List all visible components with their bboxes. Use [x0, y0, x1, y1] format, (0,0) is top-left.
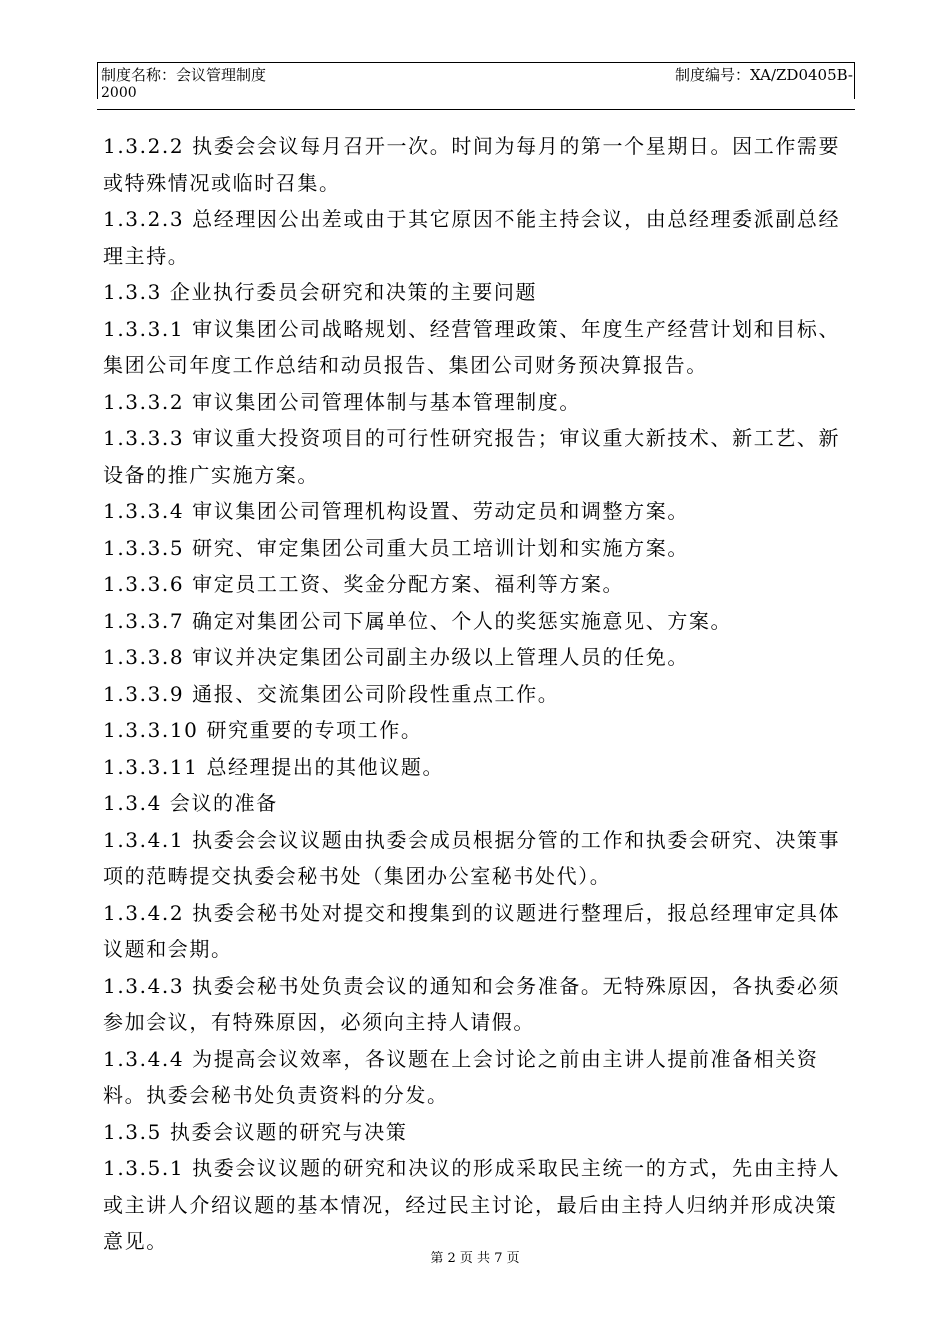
paragraph: 1.3.3.4 审议集团公司管理机构设置、劳动定员和调整方案。 [103, 499, 689, 523]
doc-number-wrap: 2000 [101, 85, 137, 101]
doc-name: 制度名称：会议管理制度 [101, 66, 267, 84]
paragraph: 1.3.3.8 审议并决定集团公司副主办级以上管理人员的任免。 [103, 645, 689, 669]
paragraph: 1.3.5.1 执委会议议题的研究和决议的形成采取民主统一的方式，先由主持人或主讲人介绍议题的基本情况，经过民主讨论，最后由主持人归纳并形成决策意见。 [103, 1156, 841, 1253]
header-rule [97, 109, 855, 110]
paragraph: 1.3.3.3 审议重大投资项目的可行性研究报告；审议重大新技术、新工艺、新设备的推广实施方案。 [103, 426, 841, 487]
paragraph: 1.3.3.6 审定员工工资、奖金分配方案、福利等方案。 [103, 572, 625, 596]
paragraph: 1.3.4.3 执委会秘书处负责会议的通知和会务准备。无特殊原因，各执委必须参加会议，有特殊原因，必须向主持人请假。 [103, 973, 841, 1034]
paragraph: 1.3.3.10 研究重要的专项工作。 [103, 718, 423, 742]
paragraph: 1.3.2.2 执委会会议每月召开一次。时间为每月的第一个星期日。因工作需要或特殊情况或临时召集。 [103, 134, 841, 195]
section-heading: 1.3.4 会议的准备 [103, 791, 278, 815]
paragraph: 1.3.3.11 总经理提出的其他议题。 [103, 754, 445, 779]
paragraph: 1.3.3.7 确定对集团公司下属单位、个人的奖惩实施意见、方案。 [103, 608, 733, 633]
paragraph: 1.3.3.5 研究、审定集团公司重大员工培训计划和实施方案。 [103, 535, 689, 560]
paragraph: 1.3.3.1 审议集团公司战略规划、经营管理政策、年度生产经营计划和目标、集团公司年度工作总结和动员报告、集团公司财务预决算报告。 [103, 316, 841, 377]
document-body [103, 128, 855, 1260]
section-heading: 1.3.3 企业执行委员会研究和决策的主要问题 [103, 280, 538, 304]
paragraph: 1.3.3.2 审议集团公司管理体制与基本管理制度。 [103, 389, 581, 414]
paragraph: 1.3.4.4 为提高会议效率，各议题在上会讨论之前由主讲人提前准备相关资料。执委会秘书处负责资料的分发。 [103, 1046, 819, 1107]
paragraph: 1.3.3.9 通报、交流集团公司阶段性重点工作。 [103, 681, 560, 706]
paragraph: 1.3.2.3 总经理因公出差或由于其它原因不能主持会议，由总经理委派副总经理主持。 [103, 207, 841, 268]
doc-number: 制度编号：XA/ZD0405B- [674, 66, 853, 84]
page-header [97, 62, 855, 104]
paragraph: 1.3.4.2 执委会秘书处对提交和搜集到的议题进行整理后，报总经理审定具体议题和会期。 [103, 900, 841, 961]
page-number: 第 2 页 共 7 页 [430, 1251, 520, 1266]
paragraph: 1.3.4.1 执委会会议议题由执委会成员根据分管的工作和执委会研究、决策事项的范畴提交执委会秘书处（集团办公室秘书处代）。 [103, 827, 841, 888]
section-heading: 1.3.5 执委会议题的研究与决策 [103, 1119, 408, 1144]
